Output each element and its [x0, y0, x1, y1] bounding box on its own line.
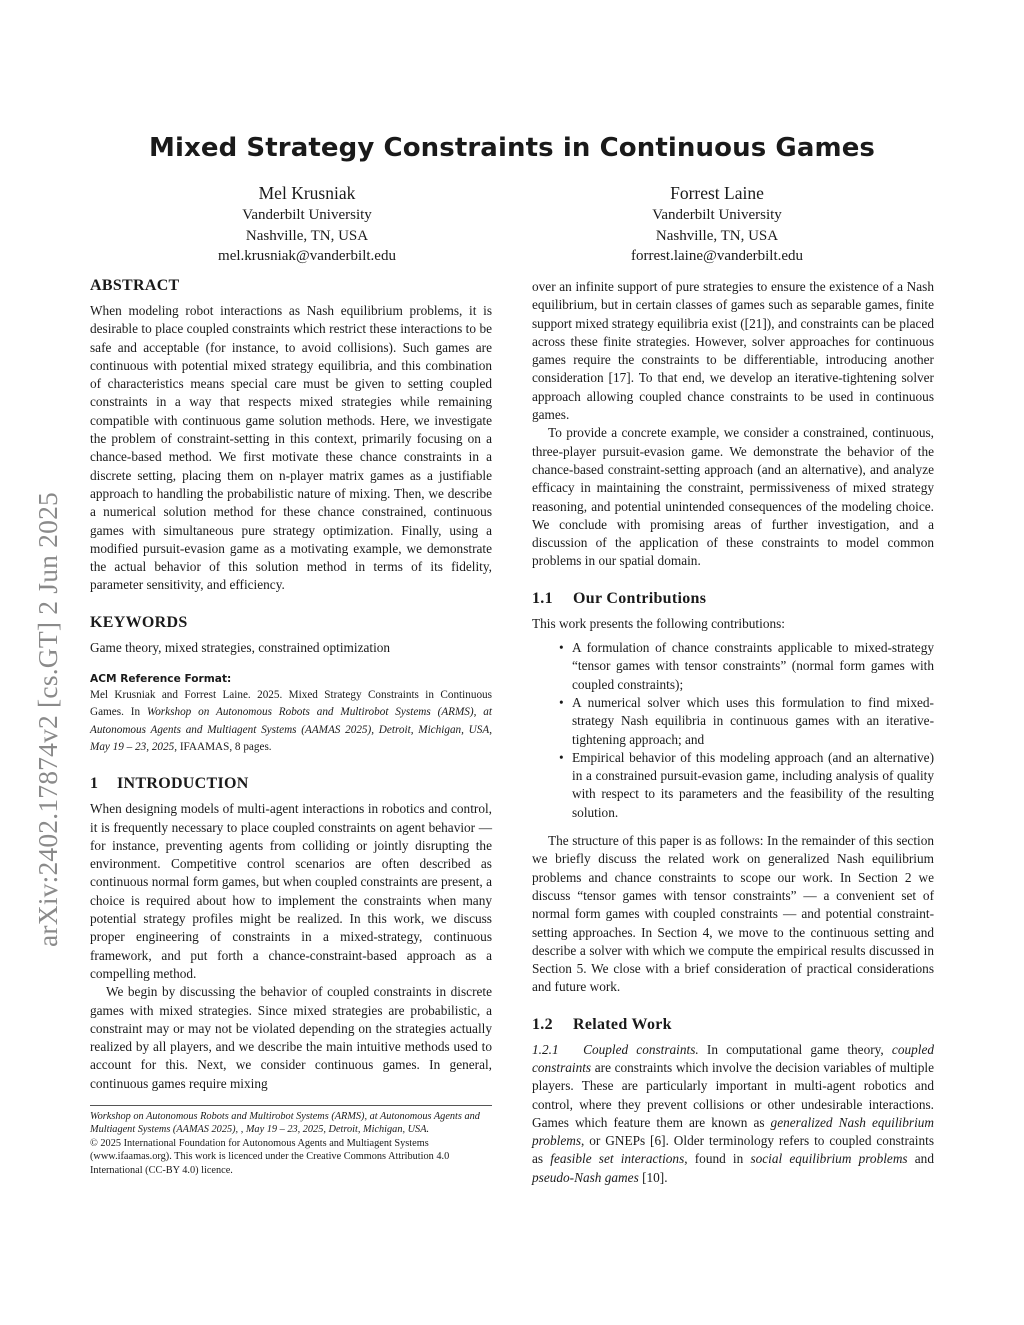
acm-reference-text	[90, 687, 492, 756]
author-location: Nashville, TN, USA	[245, 227, 369, 244]
subsection-number: 1.2.1	[532, 1041, 559, 1057]
section-title: Related Work	[573, 1015, 672, 1033]
contributions-list	[532, 639, 934, 822]
text-run: and	[907, 1151, 934, 1167]
author-block	[157, 181, 457, 267]
author-name: Mel Krusniak	[258, 183, 356, 203]
section-title: Our Contributions	[573, 589, 707, 607]
related-work-paragraph	[532, 1041, 934, 1187]
author-affiliation: Vanderbilt University	[652, 207, 782, 223]
section-heading-related-work	[532, 1015, 934, 1035]
subsection-title: Coupled constraints.	[583, 1041, 699, 1057]
text-run: are constraints which involve the decision variables of multiple players. These are particularly important in multi-agent robotics and control, where they prevent collisions or other undesirable interactions. Games which feature them are known as	[532, 1059, 934, 1130]
text-run: [10].	[638, 1169, 668, 1185]
acm-reference-publisher: , IFAAMAS, 8 pages.	[174, 740, 272, 753]
text-run: , or GNEPs [6]. Older terminology refers to coupled constraints as	[532, 1133, 934, 1167]
list-item: • Empirical behavior of this modeling approach (and an alternative) in a constrained pursuit-evasion game, including analysis of quality with respect to its parameters and the feasibility of the resulting solution.	[572, 749, 934, 822]
keywords-heading: KEYWORDS	[90, 613, 188, 631]
author-email: mel.krusniak@vanderbilt.edu	[218, 248, 396, 264]
text-run: , found in	[684, 1151, 751, 1167]
author-email: forrest.laine@vanderbilt.edu	[630, 248, 804, 264]
left-column	[90, 276, 492, 1177]
list-item: • A numerical solver which uses this formulation to find mixed-strategy Nash equilibria in continuous games with an iterative-tightening approach; and	[572, 694, 934, 749]
paper-structure-paragraph: The structure of this paper is as follows: In the remainder of this section we briefly discuss the related work on generalized Nash equilibrium problems and chance constraints to scope our work. In Section 2 we discuss “tensor games with tensor constraints” — a convenient set of normal form games with coupled constraints — and potential constraint-setting approaches. In Section 4, we move to the continuous setting and describe a solver with which we compute the empirical results discussed in Section 5. We close with a brief consideration of practical considerations and future work.	[532, 833, 934, 995]
right-column	[532, 278, 934, 1187]
footnote	[90, 1110, 492, 1177]
emphasis: pseudo-Nash games	[532, 1169, 639, 1185]
section-title: INTRODUCTION	[117, 775, 249, 793]
section-heading-introduction	[90, 774, 492, 794]
section-number: 1.1	[532, 589, 553, 607]
intro-paragraph-4: To provide a concrete example, we consider a constrained, continuous, three-player pursuit-evasion game. We demonstrate the behavior of the chance-based constraint-setting approach (and an alternative), and analyze efficacy in maintaining the constraint, permissiveness of mixed strategy reasoning, and potential unintended consequences of the modeling choice. We conclude with promising areas of further investigation, and a discussion of the application of these constraints to model common problems in our spatial domain.	[532, 425, 934, 569]
footnote-venue: Workshop on Autonomous Robots and Multirobot Systems (ARMS), at Autonomous Agents and Multiagent Systems (AAMAS 2025), , May 19 – 23, 2025, Detroit, Michigan, USA.	[90, 1110, 480, 1136]
emphasis: coupled constraints	[532, 1041, 935, 1075]
section-number: 1	[90, 775, 99, 793]
section-number: 1.2	[532, 1015, 553, 1033]
list-item: • A formulation of chance constraints applicable to mixed-strategy “tensor games with tensor constraints” (normal form games with coupled constraints);	[572, 639, 934, 694]
author-block	[567, 181, 867, 267]
arxiv-identifier: arXiv:2402.17874v2 [cs.GT] 2 Jun 2025	[32, 492, 63, 947]
intro-paragraph-2: We begin by discussing the behavior of coupled constraints in discrete games with mixed strategies. Since mixed strategies are probabilistic, a constraint may or may not be violated depending on the strategies actually realized by all players, and we describe the main intuitive methods used to account for this. Next, we consider continuous games. In general, continuous games require mixing	[90, 984, 492, 1091]
author-name: Forrest Laine	[670, 183, 764, 203]
text-run: In computational game theory,	[706, 1041, 892, 1057]
acm-reference-heading: ACM Reference Format:	[90, 673, 232, 686]
acm-reference-venue: Workshop on Autonomous Robots and Multirobot Systems (ARMS), at Autonomous Agents and Multiagent Systems (AAMAS 2025), Detroit, Michigan, USA, May 19 – 23, 2025	[90, 706, 492, 753]
footnote-divider	[90, 1105, 492, 1106]
intro-paragraph-3: over an infinite support of pure strategies to ensure the existence of a Nash equilibrium, but in certain classes of games such as separable games, finite support mixed strategy equilibria exist ([21]), and constraints can be placed across these finite strategies. However, solver approaches for continuous games require the constraints to be differentiable, introducing another consideration [17]. To that end, we develop an iterative-tightening solver approach allowing coupled chance constraints to be used in continuous games.	[532, 279, 934, 423]
abstract-text: When modeling robot interactions as Nash equilibrium problems, it is desirable to place coupled constraints which restrict these interactions to be safe and acceptable (for instance, to avoid collisions). Such games are continuous with potential mixed strategy equilibria, and this combination of characteristics means special care must be given to setting coupled constraints in a way that respects mixed strategies while remaining compatible with continuous game solution methods. Here, we investigate the problem of constraint-setting in this context, primarily focusing on a chance-based method. We first motivate these chance constraints in a discrete setting, placing them on n-player matrix games as a justifiable approach to handling the probabilistic nature of mixing. Then, we describe a numerical solution method for these chance constrained, continuous games with simultaneous pure strategy optimization. Finally, using a modified pursuit-evasion game as a motivating example, we demonstrate the actual behavior of this solution method in terms of its fidelity, parameter sensitivity, and efficiency.	[90, 303, 492, 593]
emphasis: social equilibrium problems	[750, 1151, 908, 1167]
section-heading-contributions	[532, 589, 934, 609]
paper-title: Mixed Strategy Constraints in Continuous Games	[148, 133, 876, 163]
author-location: Nashville, TN, USA	[655, 227, 779, 244]
emphasis: feasible set interactions	[550, 1151, 685, 1167]
emphasis: generalized Nash equilibrium problems	[532, 1114, 935, 1149]
keywords-text: Game theory, mixed strategies, constrained optimization	[90, 639, 391, 655]
contributions-intro: This work presents the following contributions:	[532, 615, 785, 631]
intro-paragraph-1: When designing models of multi-agent interactions in robotics and control, it is frequently necessary to place coupled constraints on agent behavior — for instance, preventing agents from colliding or jointly disrupting the environment. Competitive control scenarios are often described as continuous normal form games, but when coupled constraints are present, a choice is required about how to implement the constraints when many potential strategy profiles might be realized. In this work, we discuss proper engineering of constraints in a mixed-strategy, continuous framework, and put forth a chance-constraint-based approach as a compelling method.	[90, 801, 492, 981]
author-affiliation: Vanderbilt University	[242, 207, 372, 223]
footnote-license: © 2025 International Foundation for Autonomous Agents and Multiagent Systems (www.ifaamas.org). This work is licenced under the Creative Commons Attribution 4.0 International (CC-BY 4.0) licence.	[90, 1137, 450, 1176]
abstract-heading: ABSTRACT	[90, 277, 180, 294]
acm-reference-authors: Mel Krusniak and Forrest Laine. 2025. Mixed Strategy Constraints in Continuous Games. In	[90, 689, 492, 719]
